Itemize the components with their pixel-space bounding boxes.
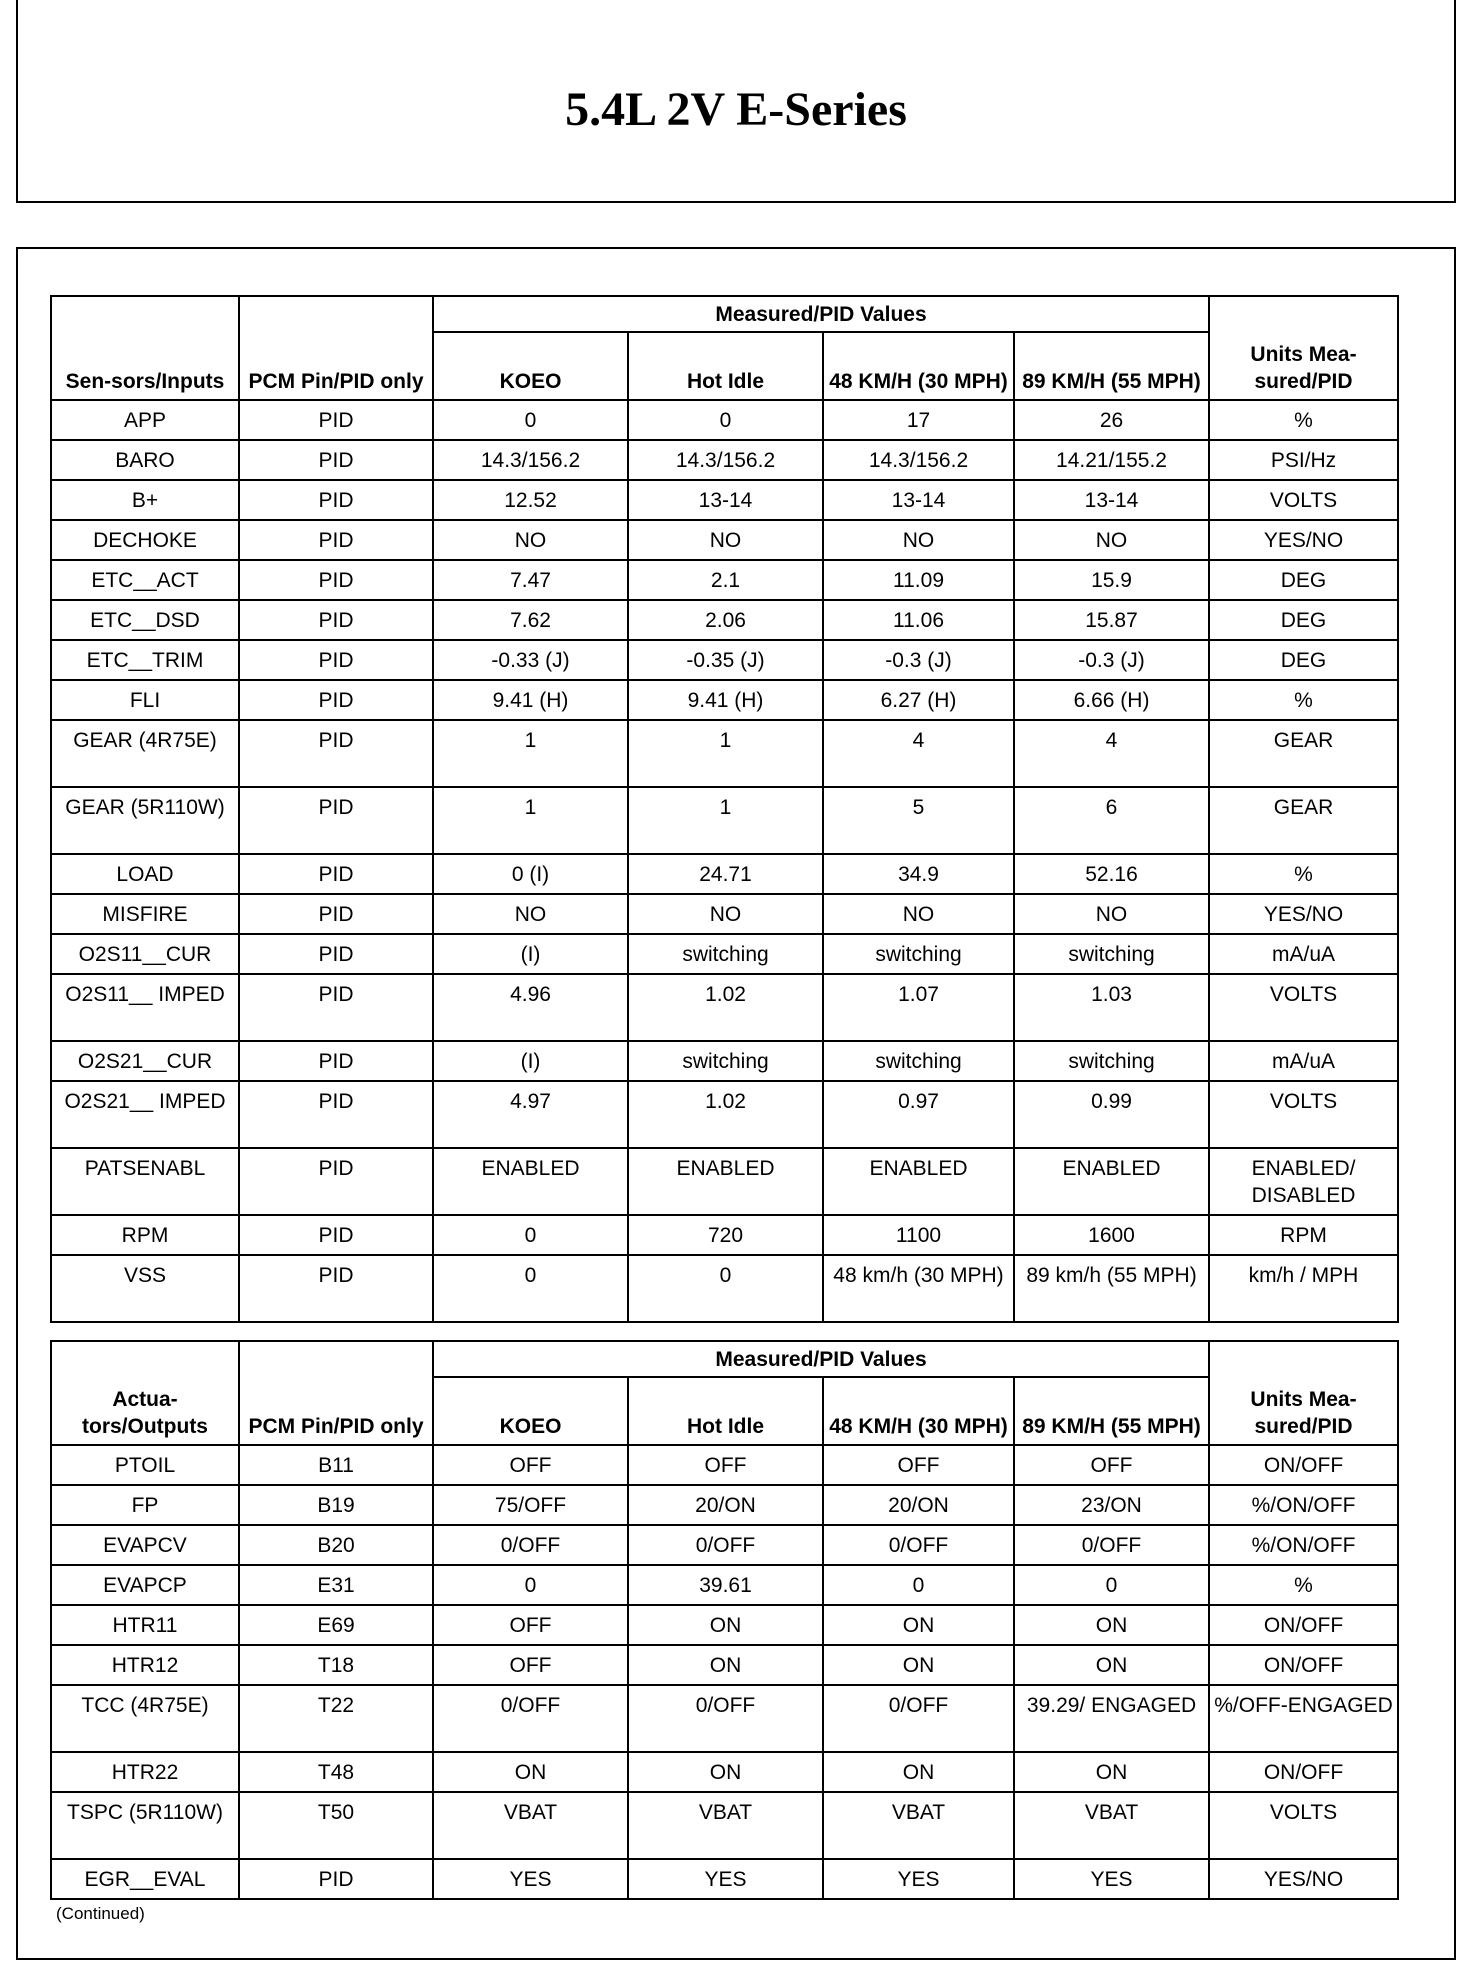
89kmh-cell: 1.03 [1014,974,1209,1041]
name-cell: ETC__ACT [51,560,239,600]
pcm-pin-cell: PID [239,400,433,440]
hot-idle-cell: ON [628,1605,823,1645]
sensors-table [50,295,1399,1323]
pcm-pin-cell: PID [239,520,433,560]
name-cell: O2S21__CUR [51,1041,239,1081]
hot-idle-cell: VBAT [628,1792,823,1859]
units-cell: mA/uA [1209,1041,1398,1081]
koeo-header: KOEO [433,332,628,400]
koeo-cell: OFF [433,1645,628,1685]
48kmh-cell: VBAT [823,1792,1014,1859]
name-cell: HTR22 [51,1752,239,1792]
pcm-pin-cell: PID [239,934,433,974]
units-cell: DEG [1209,560,1398,600]
pcm-pin-cell: PID [239,640,433,680]
koeo-cell: VBAT [433,1792,628,1859]
units-cell: ON/OFF [1209,1445,1398,1485]
name-cell: MISFIRE [51,894,239,934]
name-cell: ETC__DSD [51,600,239,640]
48kmh-cell: 1100 [823,1215,1014,1255]
units-cell: ON/OFF [1209,1645,1398,1685]
table-row [51,934,1398,974]
table-row [51,1525,1398,1565]
pcm-pin-cell: T48 [239,1752,433,1792]
89kmh-cell: ON [1014,1645,1209,1685]
units-cell: ON/OFF [1209,1605,1398,1645]
name-cell: VSS [51,1255,239,1322]
name-cell: FP [51,1485,239,1525]
koeo-cell: 0 [433,400,628,440]
name-cell: GEAR (4R75E) [51,720,239,787]
89kmh-cell: 15.87 [1014,600,1209,640]
pcm-pin-cell: T50 [239,1792,433,1859]
units-cell: % [1209,400,1398,440]
table-row [51,600,1398,640]
pcm-pin-cell: PID [239,1859,433,1899]
koeo-cell: NO [433,894,628,934]
hot-idle-cell: 24.71 [628,854,823,894]
89kmh-cell: -0.3 (J) [1014,640,1209,680]
hot-idle-cell: NO [628,894,823,934]
89kmh-cell: switching [1014,1041,1209,1081]
48kmh-cell: -0.3 (J) [823,640,1014,680]
table-row [51,720,1398,787]
hot-idle-cell: 1 [628,787,823,854]
name-cell: GEAR (5R110W) [51,787,239,854]
89kmh-header: 89 KM/H (55 MPH) [1014,332,1209,400]
48kmh-cell: 17 [823,400,1014,440]
name-cell: O2S11__ IMPED [51,974,239,1041]
pcm-pin-cell: PID [239,1215,433,1255]
89kmh-cell: 26 [1014,400,1209,440]
48kmh-cell: 0/OFF [823,1525,1014,1565]
table-row [51,1215,1398,1255]
koeo-cell: (I) [433,934,628,974]
koeo-cell: ENABLED [433,1148,628,1215]
pcm-pin-cell: PID [239,1255,433,1322]
koeo-cell: ON [433,1752,628,1792]
name-cell: PATSENABL [51,1148,239,1215]
koeo-cell: 12.52 [433,480,628,520]
table-row [51,640,1398,680]
table-row [51,1255,1398,1322]
table-row [51,1445,1398,1485]
hot-idle-header: Hot Idle [628,332,823,400]
89kmh-cell: 52.16 [1014,854,1209,894]
name-cell: BARO [51,440,239,480]
page-title: 5.4L 2V E-Series [565,83,907,136]
units-cell: % [1209,854,1398,894]
hot-idle-cell: 20/ON [628,1485,823,1525]
89kmh-cell: 13-14 [1014,480,1209,520]
pcm-pin-cell: E69 [239,1605,433,1645]
hot-idle-header: Hot Idle [628,1377,823,1445]
pcm-pin-cell: B19 [239,1485,433,1525]
48kmh-cell: 0.97 [823,1081,1014,1148]
hot-idle-cell: 1.02 [628,974,823,1041]
89kmh-cell: ENABLED [1014,1148,1209,1215]
89kmh-cell: switching [1014,934,1209,974]
pcm-pin-cell: PID [239,1148,433,1215]
table-row [51,1605,1398,1645]
pcm-pin-cell: PID [239,720,433,787]
title-box [16,0,1456,203]
pcm-pin-cell: PID [239,1081,433,1148]
89kmh-cell: ON [1014,1605,1209,1645]
pcm-pin-cell: PID [239,680,433,720]
48kmh-cell: 11.06 [823,600,1014,640]
units-cell: VOLTS [1209,480,1398,520]
89kmh-header: 89 KM/H (55 MPH) [1014,1377,1209,1445]
pcm-pin-cell: PID [239,854,433,894]
table-row [51,1859,1398,1899]
table-row [51,480,1398,520]
hot-idle-cell: 13-14 [628,480,823,520]
koeo-cell: 1 [433,720,628,787]
table-row [51,1081,1398,1148]
48kmh-cell: ENABLED [823,1148,1014,1215]
hot-idle-cell: 2.06 [628,600,823,640]
48kmh-cell: OFF [823,1445,1014,1485]
measured-values-header: Measured/PID Values [433,296,1209,332]
hot-idle-cell: 720 [628,1215,823,1255]
pcm-pin-cell: PID [239,440,433,480]
table-row [51,1645,1398,1685]
hot-idle-cell: 0 [628,400,823,440]
89kmh-cell: 6 [1014,787,1209,854]
48kmh-cell: ON [823,1605,1014,1645]
koeo-cell: 4.97 [433,1081,628,1148]
48kmh-cell: 48 km/h (30 MPH) [823,1255,1014,1322]
units-cell: DEG [1209,600,1398,640]
pcm-pin-cell: PID [239,560,433,600]
koeo-cell: NO [433,520,628,560]
koeo-cell: 9.41 (H) [433,680,628,720]
units-cell: %/ON/OFF [1209,1525,1398,1565]
table-row [51,440,1398,480]
name-cell: RPM [51,1215,239,1255]
48kmh-cell: 6.27 (H) [823,680,1014,720]
89kmh-cell: 39.29/ ENGAGED [1014,1685,1209,1752]
units-cell: YES/NO [1209,520,1398,560]
units-cell: % [1209,680,1398,720]
name-cell: ETC__TRIM [51,640,239,680]
table-row [51,400,1398,440]
units-cell: VOLTS [1209,1081,1398,1148]
table-row [51,1565,1398,1605]
48kmh-cell: NO [823,520,1014,560]
units-cell: YES/NO [1209,1859,1398,1899]
hot-idle-cell: ENABLED [628,1148,823,1215]
48kmh-cell: switching [823,1041,1014,1081]
name-cell: B+ [51,480,239,520]
table-row [51,1148,1398,1215]
hot-idle-cell: 2.1 [628,560,823,600]
89kmh-cell: NO [1014,894,1209,934]
48kmh-cell: 4 [823,720,1014,787]
89kmh-cell: 0 [1014,1565,1209,1605]
89kmh-cell: 23/ON [1014,1485,1209,1525]
hot-idle-cell: 0/OFF [628,1525,823,1565]
pcm-pin-cell: PID [239,787,433,854]
units-cell: %/ON/OFF [1209,1485,1398,1525]
actuators-table [50,1340,1399,1900]
units-cell: mA/uA [1209,934,1398,974]
name-cell: LOAD [51,854,239,894]
table-row [51,854,1398,894]
table-row [51,1752,1398,1792]
table-row [51,1685,1398,1752]
hot-idle-cell: NO [628,520,823,560]
units-cell: DEG [1209,640,1398,680]
hot-idle-cell: switching [628,934,823,974]
koeo-header: KOEO [433,1377,628,1445]
hot-idle-cell: 9.41 (H) [628,680,823,720]
48kmh-cell: ON [823,1752,1014,1792]
koeo-cell: (I) [433,1041,628,1081]
pcm-pin-cell: PID [239,1041,433,1081]
hot-idle-cell: OFF [628,1445,823,1485]
hot-idle-cell: 14.3/156.2 [628,440,823,480]
units-header: Units Mea-sured/PID [1209,1341,1398,1445]
48kmh-cell: 14.3/156.2 [823,440,1014,480]
name-cell: APP [51,400,239,440]
name-cell: EVAPCV [51,1525,239,1565]
koeo-cell: 0 [433,1565,628,1605]
units-cell: PSI/Hz [1209,440,1398,480]
hot-idle-cell: 0/OFF [628,1685,823,1752]
koeo-cell: 14.3/156.2 [433,440,628,480]
koeo-cell: 0 [433,1255,628,1322]
name-cell: HTR11 [51,1605,239,1645]
48kmh-cell: 20/ON [823,1485,1014,1525]
koeo-cell: 0 (I) [433,854,628,894]
89kmh-cell: 15.9 [1014,560,1209,600]
48kmh-cell: ON [823,1645,1014,1685]
koeo-cell: OFF [433,1445,628,1485]
koeo-cell: 4.96 [433,974,628,1041]
hot-idle-cell: 39.61 [628,1565,823,1605]
89kmh-cell: 14.21/155.2 [1014,440,1209,480]
pcm-pin-cell: B20 [239,1525,433,1565]
units-cell: RPM [1209,1215,1398,1255]
table-row [51,680,1398,720]
pcm-pin-cell: T18 [239,1645,433,1685]
units-cell: GEAR [1209,787,1398,854]
48kmh-cell: 0/OFF [823,1685,1014,1752]
koeo-cell: 0/OFF [433,1685,628,1752]
48kmh-cell: 5 [823,787,1014,854]
48kmh-cell: 13-14 [823,480,1014,520]
koeo-cell: OFF [433,1605,628,1645]
units-cell: % [1209,1565,1398,1605]
units-cell: YES/NO [1209,894,1398,934]
name-cell: DECHOKE [51,520,239,560]
pcm-pin-cell: PID [239,600,433,640]
89kmh-cell: 0/OFF [1014,1525,1209,1565]
name-cell: O2S21__ IMPED [51,1081,239,1148]
89kmh-cell: 4 [1014,720,1209,787]
units-cell: VOLTS [1209,1792,1398,1859]
89kmh-cell: 0.99 [1014,1081,1209,1148]
hot-idle-cell: ON [628,1752,823,1792]
actuators-header: Actua-tors/Outputs [51,1341,239,1445]
name-cell: FLI [51,680,239,720]
name-cell: TSPC (5R110W) [51,1792,239,1859]
table-row [51,894,1398,934]
name-cell: TCC (4R75E) [51,1685,239,1752]
pcm-pin-cell: E31 [239,1565,433,1605]
89kmh-cell: NO [1014,520,1209,560]
hot-idle-cell: switching [628,1041,823,1081]
koeo-cell: YES [433,1859,628,1899]
units-cell: km/h / MPH [1209,1255,1398,1322]
89kmh-cell: ON [1014,1752,1209,1792]
units-cell: GEAR [1209,720,1398,787]
89kmh-cell: VBAT [1014,1792,1209,1859]
89kmh-cell: 1600 [1014,1215,1209,1255]
table-row [51,974,1398,1041]
48kmh-cell: YES [823,1859,1014,1899]
table-row [51,520,1398,560]
name-cell: O2S11__CUR [51,934,239,974]
48kmh-header: 48 KM/H (30 MPH) [823,1377,1014,1445]
table-row [51,1041,1398,1081]
hot-idle-cell: YES [628,1859,823,1899]
48kmh-cell: 34.9 [823,854,1014,894]
89kmh-cell: OFF [1014,1445,1209,1485]
table-row [51,560,1398,600]
48kmh-header: 48 KM/H (30 MPH) [823,332,1014,400]
48kmh-cell: 1.07 [823,974,1014,1041]
units-cell: %/OFF-ENGAGED [1209,1685,1398,1752]
name-cell: HTR12 [51,1645,239,1685]
pcm-pin-cell: PID [239,894,433,934]
koeo-cell: 7.62 [433,600,628,640]
48kmh-cell: NO [823,894,1014,934]
89kmh-cell: YES [1014,1859,1209,1899]
pcm-pin-cell: T22 [239,1685,433,1752]
table-row [51,1792,1398,1859]
hot-idle-cell: 1.02 [628,1081,823,1148]
continued-note: (Continued) [56,1904,145,1923]
hot-idle-cell: ON [628,1645,823,1685]
table-row [51,1485,1398,1525]
koeo-cell: 1 [433,787,628,854]
48kmh-cell: 11.09 [823,560,1014,600]
pcm-pin-header: PCM Pin/PID only [239,1341,433,1445]
name-cell: PTOIL [51,1445,239,1485]
name-cell: EGR__EVAL [51,1859,239,1899]
units-cell: VOLTS [1209,974,1398,1041]
pcm-pin-cell: PID [239,480,433,520]
sensors-header: Sen-sors/Inputs [51,296,239,400]
hot-idle-cell: 0 [628,1255,823,1322]
koeo-cell: 75/OFF [433,1485,628,1525]
hot-idle-cell: -0.35 (J) [628,640,823,680]
pcm-pin-header: PCM Pin/PID only [239,296,433,400]
pcm-pin-cell: PID [239,974,433,1041]
hot-idle-cell: 1 [628,720,823,787]
89kmh-cell: 6.66 (H) [1014,680,1209,720]
koeo-cell: -0.33 (J) [433,640,628,680]
koeo-cell: 0/OFF [433,1525,628,1565]
name-cell: EVAPCP [51,1565,239,1605]
koeo-cell: 7.47 [433,560,628,600]
units-cell: ENABLED/ DISABLED [1209,1148,1398,1215]
units-cell: ON/OFF [1209,1752,1398,1792]
measured-values-header: Measured/PID Values [433,1341,1209,1377]
koeo-cell: 0 [433,1215,628,1255]
units-header: Units Mea-sured/PID [1209,296,1398,400]
48kmh-cell: 0 [823,1565,1014,1605]
pcm-pin-cell: B11 [239,1445,433,1485]
89kmh-cell: 89 km/h (55 MPH) [1014,1255,1209,1322]
48kmh-cell: switching [823,934,1014,974]
table-row [51,787,1398,854]
